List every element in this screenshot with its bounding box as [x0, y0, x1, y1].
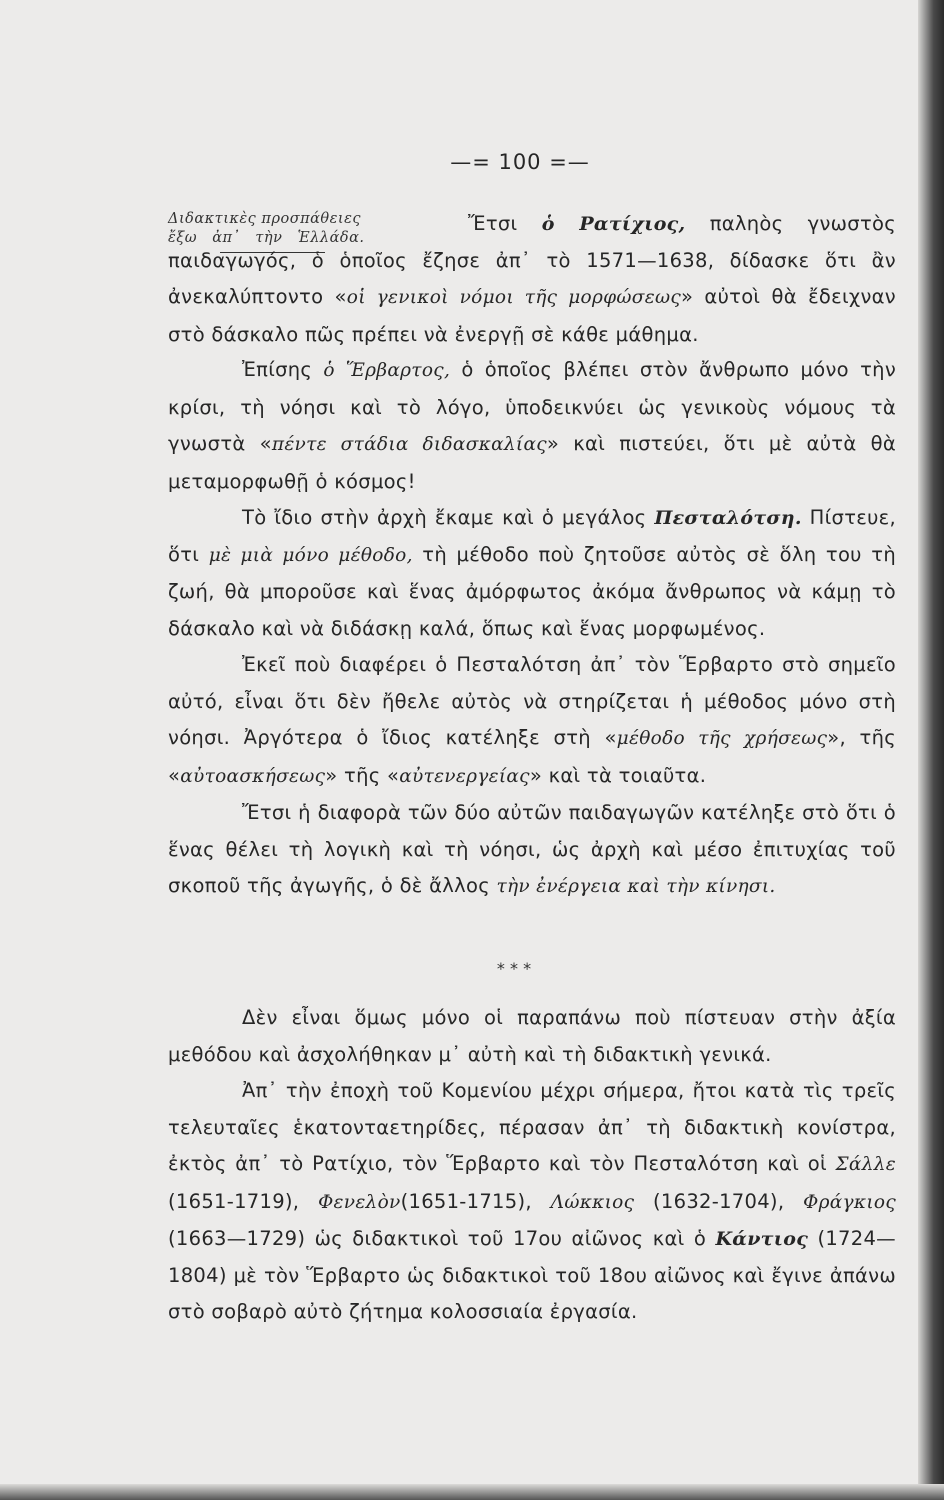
p7-text-a: Ἀπ᾿ τὴν ἐποχὴ τοῦ Κομενίου μέχρι σήμερα, ἤτοι κατὰ τὶς τρεῖς τελευταῖες ἑκατονταετηρίδες, πέρασαν ἀπ᾿ τὴ διδακτικὴ κονίστρα, ἐκτὸς ἀπ᾿ τὸ Ρατίχιο, τὸν Ἕρβαρτο καὶ τὸν Πεσταλότση καὶ οἱ: [168, 1079, 896, 1175]
p7-dates-3: (1632-1704),: [634, 1189, 804, 1213]
paragraph-4: [168, 647, 896, 795]
name-locke: Λώκκιος: [550, 1191, 635, 1213]
p3-text-c: τὴ μέθοδο ποὺ ζητοῦσε αὐτὸς σὲ ὅλη του τὴ ζωή, θὰ μποροῦσε καὶ ἕνας ἀμόρφωτος ἀκόμα ἄνθρωπος νὰ κάμῃ τὸ δάσκαλο καὶ νὰ διδάσκῃ καλά, ὅπως καὶ ἕνας μορφωμένος.: [168, 542, 896, 640]
name-herbart: ὁ Ἕρβαρτος,: [323, 360, 451, 381]
p4-emphasis-3: αὐτενεργείας: [399, 765, 530, 787]
closing-text-block: [168, 1000, 896, 1331]
p4-emphasis-1: μέθοδο τῆς χρήσεως: [616, 728, 828, 749]
name-kant: Κάντιος: [715, 1228, 809, 1250]
main-text-block: [168, 352, 896, 906]
p3-emphasis: μὲ μιὰ μόνο μέθοδο,: [208, 544, 413, 566]
p1-text-b: παληὸς γνωστὸς παιδαγωγός, ὁ ὁποῖος ἔζησε ἀπ᾿ τὸ 1571—1638, δίδασκε ὅτι ἂν ἀνεκαλύπτοντο «: [168, 212, 896, 308]
p4-text-b: », τῆς «: [168, 726, 896, 787]
margin-note-line2: ἔξω ἀπ᾿ τὴν Ἑλλάδα.: [168, 230, 365, 246]
section-separator: * * *: [496, 959, 532, 978]
name-fenelon: Φενελὸν: [318, 1191, 401, 1213]
p7-dates-4: (1663—1729) ὡς διδακτικοὶ τοῦ 17ου αἰῶνος καὶ ὁ: [168, 1227, 716, 1250]
name-ratichius: ὁ Ρατίχιος,: [541, 213, 686, 235]
p2-text-b: ὁ ὁποῖος βλέπει στὸν ἄνθρωπο μόνο τὴν κρίσι, τὴ νόησι καὶ τὸ λόγο, ὑποδεικνύει ὡς γενικοὺς νόμους τὰ γνωστὰ «: [168, 358, 897, 455]
name-pestalozzi: Πεσταλότση.: [654, 507, 802, 529]
p5-emphasis: τὴν ἐνέργεια καὶ τὴν κίνησι.: [496, 876, 776, 897]
p5-text-a: Ἔτσι ἡ διαφορὰ τῶν δύο αὐτῶν παιδαγωγῶν κατέληξε στὸ ὅτι ὁ ἕνας θέλει τὴ λογικὴ καὶ τὴ νόησι, ὡς ἀρχὴ καὶ μέσο ἐπιτυχίας τοῦ σκοποῦ τῆς ἀγωγῆς, ὁ δὲ ἄλλος: [168, 801, 896, 897]
p2-emphasis: πέντε στάδια διδασκαλίας: [271, 434, 547, 455]
paragraph-ratichius: [168, 206, 896, 353]
p4-text-d: » καὶ τὰ τοιαῦτα.: [529, 763, 707, 787]
page-number: —= 100 =—: [450, 150, 590, 174]
paragraph-3: [168, 500, 896, 647]
p3-text-a: Τὸ ἴδιο στὴν ἀρχὴ ἔκαμε καὶ ὁ μεγάλος: [242, 506, 655, 529]
paragraph-1: [168, 206, 896, 353]
p4-text-c: » τῆς «: [325, 763, 400, 787]
margin-note-line1: Διδακτικὲς προσπάθειες: [168, 211, 362, 227]
p2-text-a: Ἐπίσης: [242, 358, 324, 381]
p4-emphasis-2: αὐτοασκήσεως: [180, 765, 326, 787]
page-edge-shadow-right: [918, 0, 944, 1500]
p7-text-e: (1724—1804) μὲ τὸν Ἕρβαρτο ὡς διδακτικοὶ τοῦ 18ου αἰῶνος καὶ ἔγινε ἀπάνω στὸ σοβαρὸ αὐτὸ ζήτημα κολοσσιαία ἐργασία.: [168, 1227, 896, 1323]
p7-dates-1: (1651-1719),: [168, 1189, 319, 1213]
paragraph-7: [168, 1073, 896, 1331]
page-edge-shadow-bottom: [0, 1484, 944, 1500]
paragraph-2: [168, 352, 896, 500]
p4-text-a: Ἐκεῖ ποὺ διαφέρει ὁ Πεσταλότση ἀπ᾿ τὸν Ἕρβαρτο στὸ σημεῖο αὐτό, εἶναι ὅτι δὲν ἤθελε αὐτὸς νὰ στηρίζεται ἡ μέθοδος μόνο στὴ νόησι. Ἀργότερα ὁ ἴδιος κατέληξε στὴ «: [168, 653, 896, 749]
p2-text-c: » καὶ πιστεύει, ὅτι μὲ αὐτὰ θὰ μεταμορφωθῇ ὁ κόσμος!: [168, 432, 896, 493]
p3-text-b: Πίστευε, ὅτι: [168, 506, 896, 566]
paragraph-6: Δὲν εἶναι ὅμως μόνο οἱ παραπάνω ποὺ πίστευαν στὴν ἀξία μεθόδου καὶ ἀσχολήθηκαν μ᾿ αὐτὴ καὶ τὴ διδακτικὴ γενικά.: [168, 1006, 896, 1066]
name-francke: Φράγκιος: [803, 1191, 896, 1213]
p1-emphasis: οἱ γενικοὶ νόμοι τῆς μορφώσεως: [346, 287, 681, 308]
p1-text-a: Ἔτσι: [468, 212, 542, 235]
p7-dates-2: (1651-1715),: [400, 1189, 551, 1213]
name-salle: Σάλλε: [835, 1154, 896, 1175]
paragraph-5: [168, 795, 896, 906]
p1-text-c: » αὐτοὶ θὰ ἔδειχναν στὸ δάσκαλο πῶς πρέπει νὰ ἐνεργῇ σὲ κάθε μάθημα.: [168, 285, 896, 346]
